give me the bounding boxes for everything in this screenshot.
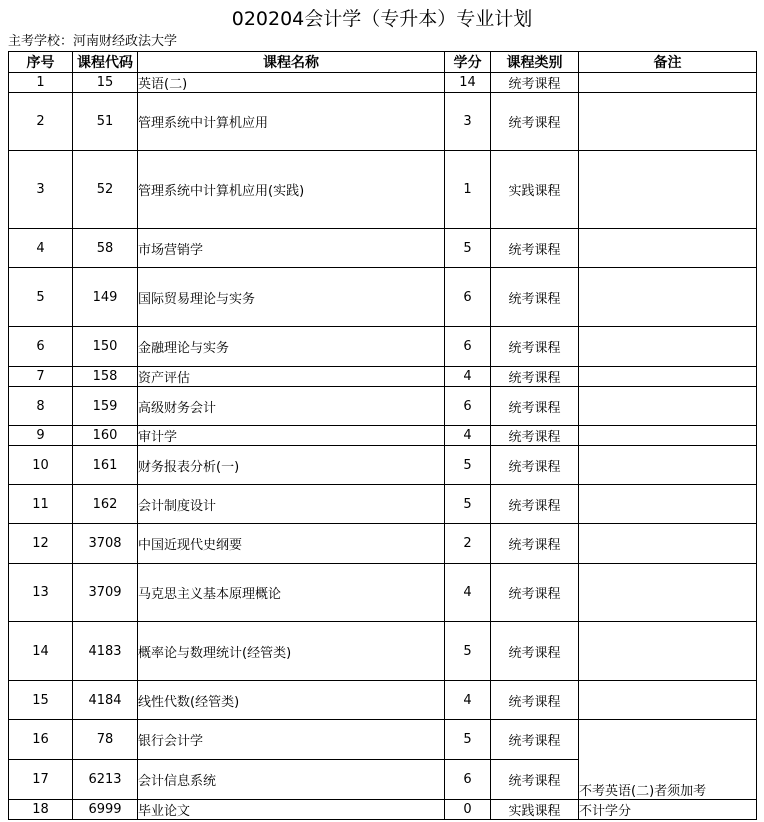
cell-credit: 6 [445, 268, 491, 327]
header-note: 备注 [579, 52, 757, 73]
cell-no: 15 [9, 681, 73, 720]
cell-type: 统考课程 [491, 446, 579, 485]
table-row [9, 524, 757, 564]
cell-no: 5 [9, 268, 73, 327]
cell-name: 管理系统中计算机应用 [138, 93, 445, 151]
cell-type: 统考课程 [491, 327, 579, 367]
cell-type: 统考课程 [491, 485, 579, 524]
cell-note [579, 367, 757, 387]
cell-credit: 5 [445, 229, 491, 268]
table-row [9, 268, 757, 327]
table-row [9, 720, 757, 760]
cell-code: 78 [73, 720, 138, 760]
cell-type: 统考课程 [491, 229, 579, 268]
header-type: 课程类别 [491, 52, 579, 73]
cell-no: 2 [9, 93, 73, 151]
cell-note [579, 151, 757, 229]
cell-no: 9 [9, 426, 73, 446]
cell-code: 4184 [73, 681, 138, 720]
cell-name: 财务报表分析(一) [138, 446, 445, 485]
cell-credit: 5 [445, 446, 491, 485]
cell-credit: 6 [445, 327, 491, 367]
cell-code: 58 [73, 229, 138, 268]
cell-name: 会计信息系统 [138, 760, 445, 800]
cell-code: 159 [73, 387, 138, 426]
cell-no: 1 [9, 73, 73, 93]
cell-code: 162 [73, 485, 138, 524]
cell-type: 统考课程 [491, 564, 579, 622]
cell-name: 概率论与数理统计(经管类) [138, 622, 445, 681]
cell-type: 统考课程 [491, 93, 579, 151]
cell-credit: 5 [445, 720, 491, 760]
cell-credit: 5 [445, 485, 491, 524]
cell-type: 统考课程 [491, 622, 579, 681]
header-credit: 学分 [445, 52, 491, 73]
cell-note [579, 73, 757, 93]
cell-no: 6 [9, 327, 73, 367]
cell-note [579, 229, 757, 268]
cell-type: 实践课程 [491, 151, 579, 229]
school-label: 主考学校：河南财经政法大学 [8, 34, 178, 49]
cell-credit: 6 [445, 760, 491, 800]
cell-note-merged: 不考英语(二)者须加考 [579, 720, 757, 800]
cell-credit: 2 [445, 524, 491, 564]
cell-code: 3709 [73, 564, 138, 622]
table-row [9, 367, 757, 387]
cell-type: 统考课程 [491, 73, 579, 93]
table-row [9, 73, 757, 93]
cell-no: 10 [9, 446, 73, 485]
cell-code: 52 [73, 151, 138, 229]
cell-note [579, 327, 757, 367]
cell-code: 6213 [73, 760, 138, 800]
cell-note [579, 564, 757, 622]
cell-note [579, 268, 757, 327]
cell-code: 149 [73, 268, 138, 327]
table-row [9, 681, 757, 720]
cell-no: 18 [9, 800, 73, 820]
cell-note [579, 485, 757, 524]
header-name: 课程名称 [138, 52, 445, 73]
cell-type: 统考课程 [491, 426, 579, 446]
table-row [9, 564, 757, 622]
cell-name: 银行会计学 [138, 720, 445, 760]
cell-credit: 4 [445, 681, 491, 720]
cell-no: 3 [9, 151, 73, 229]
cell-code: 160 [73, 426, 138, 446]
cell-name: 管理系统中计算机应用(实践) [138, 151, 445, 229]
cell-no: 13 [9, 564, 73, 622]
cell-name: 中国近现代史纲要 [138, 524, 445, 564]
cell-name: 资产评估 [138, 367, 445, 387]
table-row [9, 93, 757, 151]
cell-type: 统考课程 [491, 524, 579, 564]
cell-no: 4 [9, 229, 73, 268]
cell-type: 统考课程 [491, 387, 579, 426]
cell-no: 16 [9, 720, 73, 760]
cell-code: 51 [73, 93, 138, 151]
cell-name: 会计制度设计 [138, 485, 445, 524]
table-row [9, 327, 757, 367]
cell-credit: 0 [445, 800, 491, 820]
cell-no: 8 [9, 387, 73, 426]
cell-name: 高级财务会计 [138, 387, 445, 426]
cell-code: 161 [73, 446, 138, 485]
table-row [9, 622, 757, 681]
cell-note [579, 387, 757, 426]
cell-name: 市场营销学 [138, 229, 445, 268]
table-row [9, 229, 757, 268]
cell-no: 7 [9, 367, 73, 387]
cell-name: 审计学 [138, 426, 445, 446]
cell-code: 6999 [73, 800, 138, 820]
cell-name: 马克思主义基本原理概论 [138, 564, 445, 622]
table-row [9, 485, 757, 524]
cell-type: 统考课程 [491, 367, 579, 387]
cell-name: 国际贸易理论与实务 [138, 268, 445, 327]
cell-credit: 4 [445, 426, 491, 446]
cell-credit: 5 [445, 622, 491, 681]
cell-name: 线性代数(经管类) [138, 681, 445, 720]
cell-name: 毕业论文 [138, 800, 445, 820]
cell-note [579, 681, 757, 720]
table-row [9, 151, 757, 229]
cell-no: 17 [9, 760, 73, 800]
cell-type: 统考课程 [491, 760, 579, 800]
cell-credit: 6 [445, 387, 491, 426]
page-title: 020204会计学（专升本）专业计划 [231, 8, 533, 30]
cell-note [579, 426, 757, 446]
cell-credit: 14 [445, 73, 491, 93]
table-row [9, 446, 757, 485]
cell-note [579, 446, 757, 485]
course-plan-table [8, 51, 757, 820]
cell-note [579, 524, 757, 564]
header-no: 序号 [9, 52, 73, 73]
cell-no: 14 [9, 622, 73, 681]
cell-credit: 4 [445, 564, 491, 622]
cell-name: 英语(二) [138, 73, 445, 93]
cell-type: 实践课程 [491, 800, 579, 820]
cell-type: 统考课程 [491, 681, 579, 720]
cell-credit: 3 [445, 93, 491, 151]
cell-type: 统考课程 [491, 268, 579, 327]
cell-note [579, 622, 757, 681]
cell-no: 11 [9, 485, 73, 524]
cell-type: 统考课程 [491, 720, 579, 760]
cell-name: 金融理论与实务 [138, 327, 445, 367]
header-code: 课程代码 [73, 52, 138, 73]
table-row [9, 387, 757, 426]
cell-no: 12 [9, 524, 73, 564]
cell-code: 150 [73, 327, 138, 367]
table-header-row [9, 52, 757, 73]
cell-code: 3708 [73, 524, 138, 564]
cell-credit: 1 [445, 151, 491, 229]
table-row [9, 800, 757, 820]
cell-code: 4183 [73, 622, 138, 681]
cell-note [579, 93, 757, 151]
cell-credit: 4 [445, 367, 491, 387]
table-row [9, 426, 757, 446]
cell-note: 不计学分 [579, 800, 757, 820]
cell-code: 15 [73, 73, 138, 93]
cell-code: 158 [73, 367, 138, 387]
